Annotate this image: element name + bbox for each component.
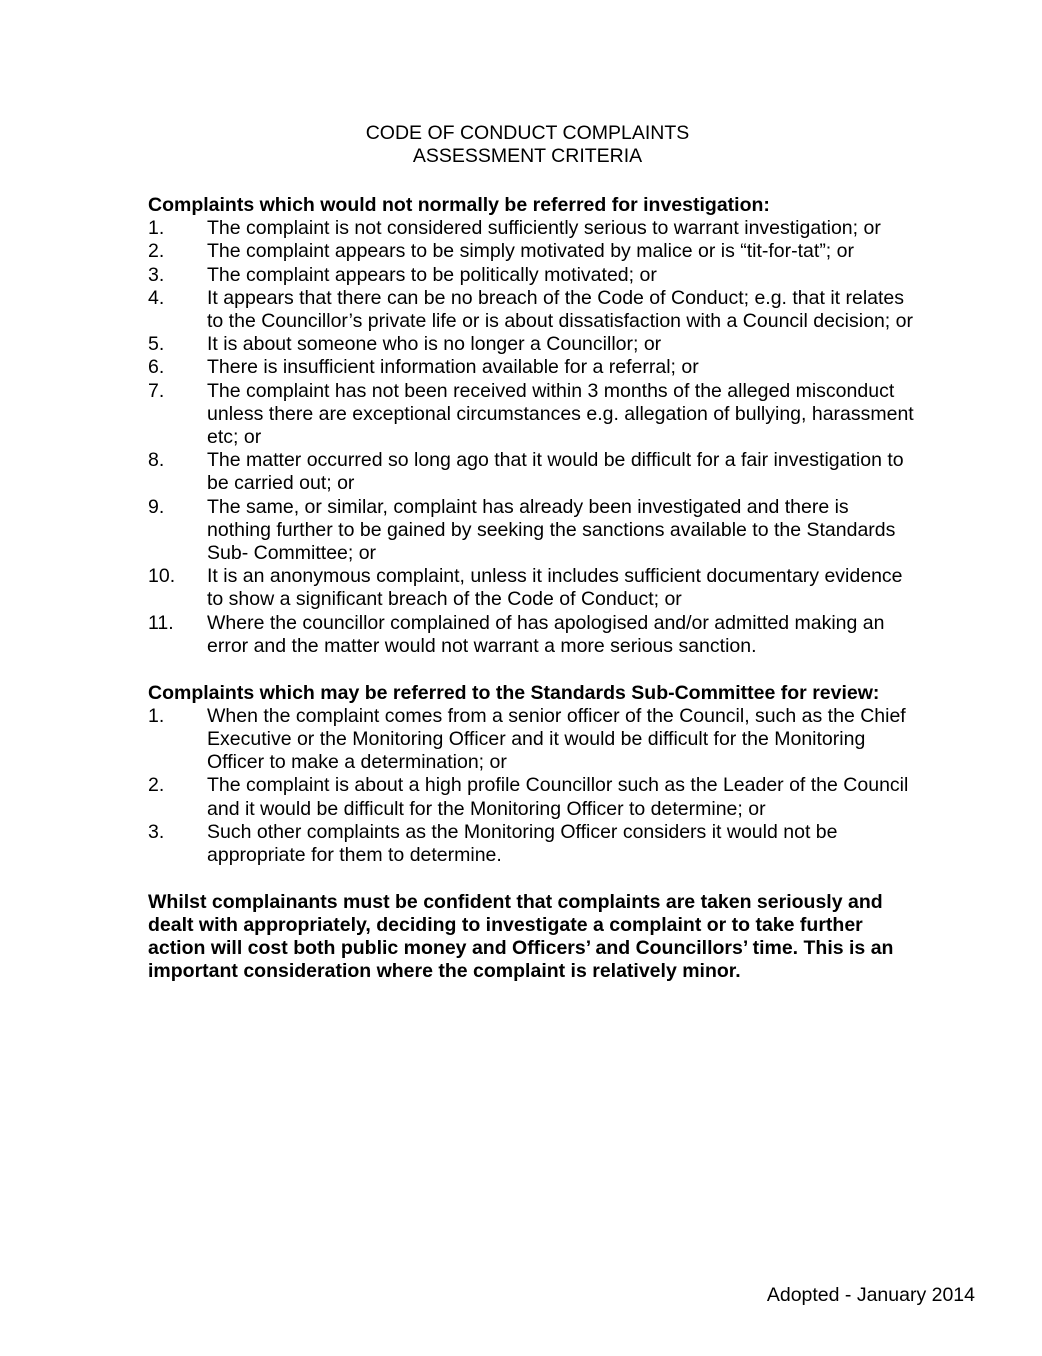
list-item — [148, 333, 918, 356]
item-number: 10. — [148, 565, 176, 588]
item-number: 7. — [148, 379, 165, 402]
item-number: 8. — [148, 449, 165, 472]
list-item — [148, 705, 918, 775]
item-text: Such other complaints as the Monitoring Officer considers it would not be appropriate for them to determine. — [207, 820, 838, 866]
title-line-1: CODE OF CONDUCT COMPLAINTS — [365, 122, 690, 144]
item-text: Where the councillor complained of has apologised and/or admitted making an error and the matter would not warrant a more serious sanction. — [207, 611, 885, 657]
list-item — [148, 217, 918, 240]
section-heading-may-be-referred: Complaints which may be referred to the Standards Sub-Committee for review: — [148, 681, 880, 704]
item-number: 1. — [148, 217, 165, 240]
list-item — [148, 449, 918, 495]
item-number: 9. — [148, 495, 165, 518]
item-number: 6. — [148, 356, 165, 379]
item-text: It appears that there can be no breach of the Code of Conduct; e.g. that it relates to the Councillor’s private life or is about dissatisfaction with a Council decision; or — [207, 286, 913, 333]
item-text: The matter occurred so long ago that it would be difficult for a fair investigation to be carried out; or — [207, 449, 904, 495]
item-number: 5. — [148, 333, 165, 356]
item-number: 1. — [148, 704, 165, 727]
item-number: 11. — [148, 611, 174, 634]
item-number: 4. — [148, 286, 165, 309]
item-text: The complaint appears to be politically motivated; or — [207, 263, 657, 286]
list-item — [148, 356, 918, 379]
item-text: The same, or similar, complaint has already been investigated and there is nothing further to be gained by seeking the sanctions available to the Standards Sub- Committee; or — [207, 495, 896, 565]
item-text: The complaint has not been received within 3 months of the alleged misconduct unless there are exceptional circumstances e.g. allegation of bullying, harassment etc; or — [207, 379, 914, 449]
list-item — [148, 612, 918, 658]
item-text: When the complaint comes from a senior officer of the Council, such as the Chief Executive or the Monitoring Officer and it would be difficult for the Monitoring Officer to make a determination; or — [207, 704, 906, 774]
section-spacer — [148, 867, 918, 891]
item-text: The complaint appears to be simply motivated by malice or is “tit-for-tat”; or — [207, 240, 854, 263]
item-text: The complaint is not considered sufficiently serious to warrant investigation; or — [207, 217, 881, 240]
item-text: It is an anonymous complaint, unless it includes sufficient documentary evidence to show a significant breach of the Code of Conduct; or — [207, 565, 903, 611]
list-item — [148, 380, 918, 450]
list-item — [148, 264, 918, 287]
document-title — [0, 122, 1042, 168]
title-line-2: ASSESSMENT CRITERIA — [412, 145, 643, 168]
list-item — [148, 774, 918, 820]
item-number: 2. — [148, 240, 165, 263]
not-referred-list — [148, 217, 918, 658]
list-item — [148, 287, 918, 333]
closing-note: Whilst complainants must be confident that complaints are taken seriously and dealt with appropriately, deciding to investigate a complaint or to take further action will cost both public money and Officers’ and Councillors’ time. This is an important consideration where the complaint is relatively minor. — [148, 890, 894, 983]
may-be-referred-list — [148, 705, 918, 867]
adopted-date: Adopted - January 2014 — [766, 1284, 975, 1306]
document-body — [148, 194, 918, 984]
section-spacer — [148, 658, 918, 682]
item-number: 2. — [148, 774, 165, 797]
item-text: It is about someone who is no longer a Councillor; or — [207, 333, 662, 356]
item-text: There is insufficient information available for a referral; or — [207, 356, 699, 379]
item-text: The complaint is about a high profile Councillor such as the Leader of the Council and it would be difficult for the Monitoring Officer to determine; or — [207, 774, 909, 820]
list-item — [148, 821, 918, 867]
list-item — [148, 496, 918, 566]
item-number: 3. — [148, 820, 165, 843]
list-item — [148, 565, 918, 611]
item-number: 3. — [148, 263, 165, 286]
section-heading-not-referred: Complaints which would not normally be referred for investigation: — [148, 194, 770, 216]
list-item — [148, 240, 918, 263]
